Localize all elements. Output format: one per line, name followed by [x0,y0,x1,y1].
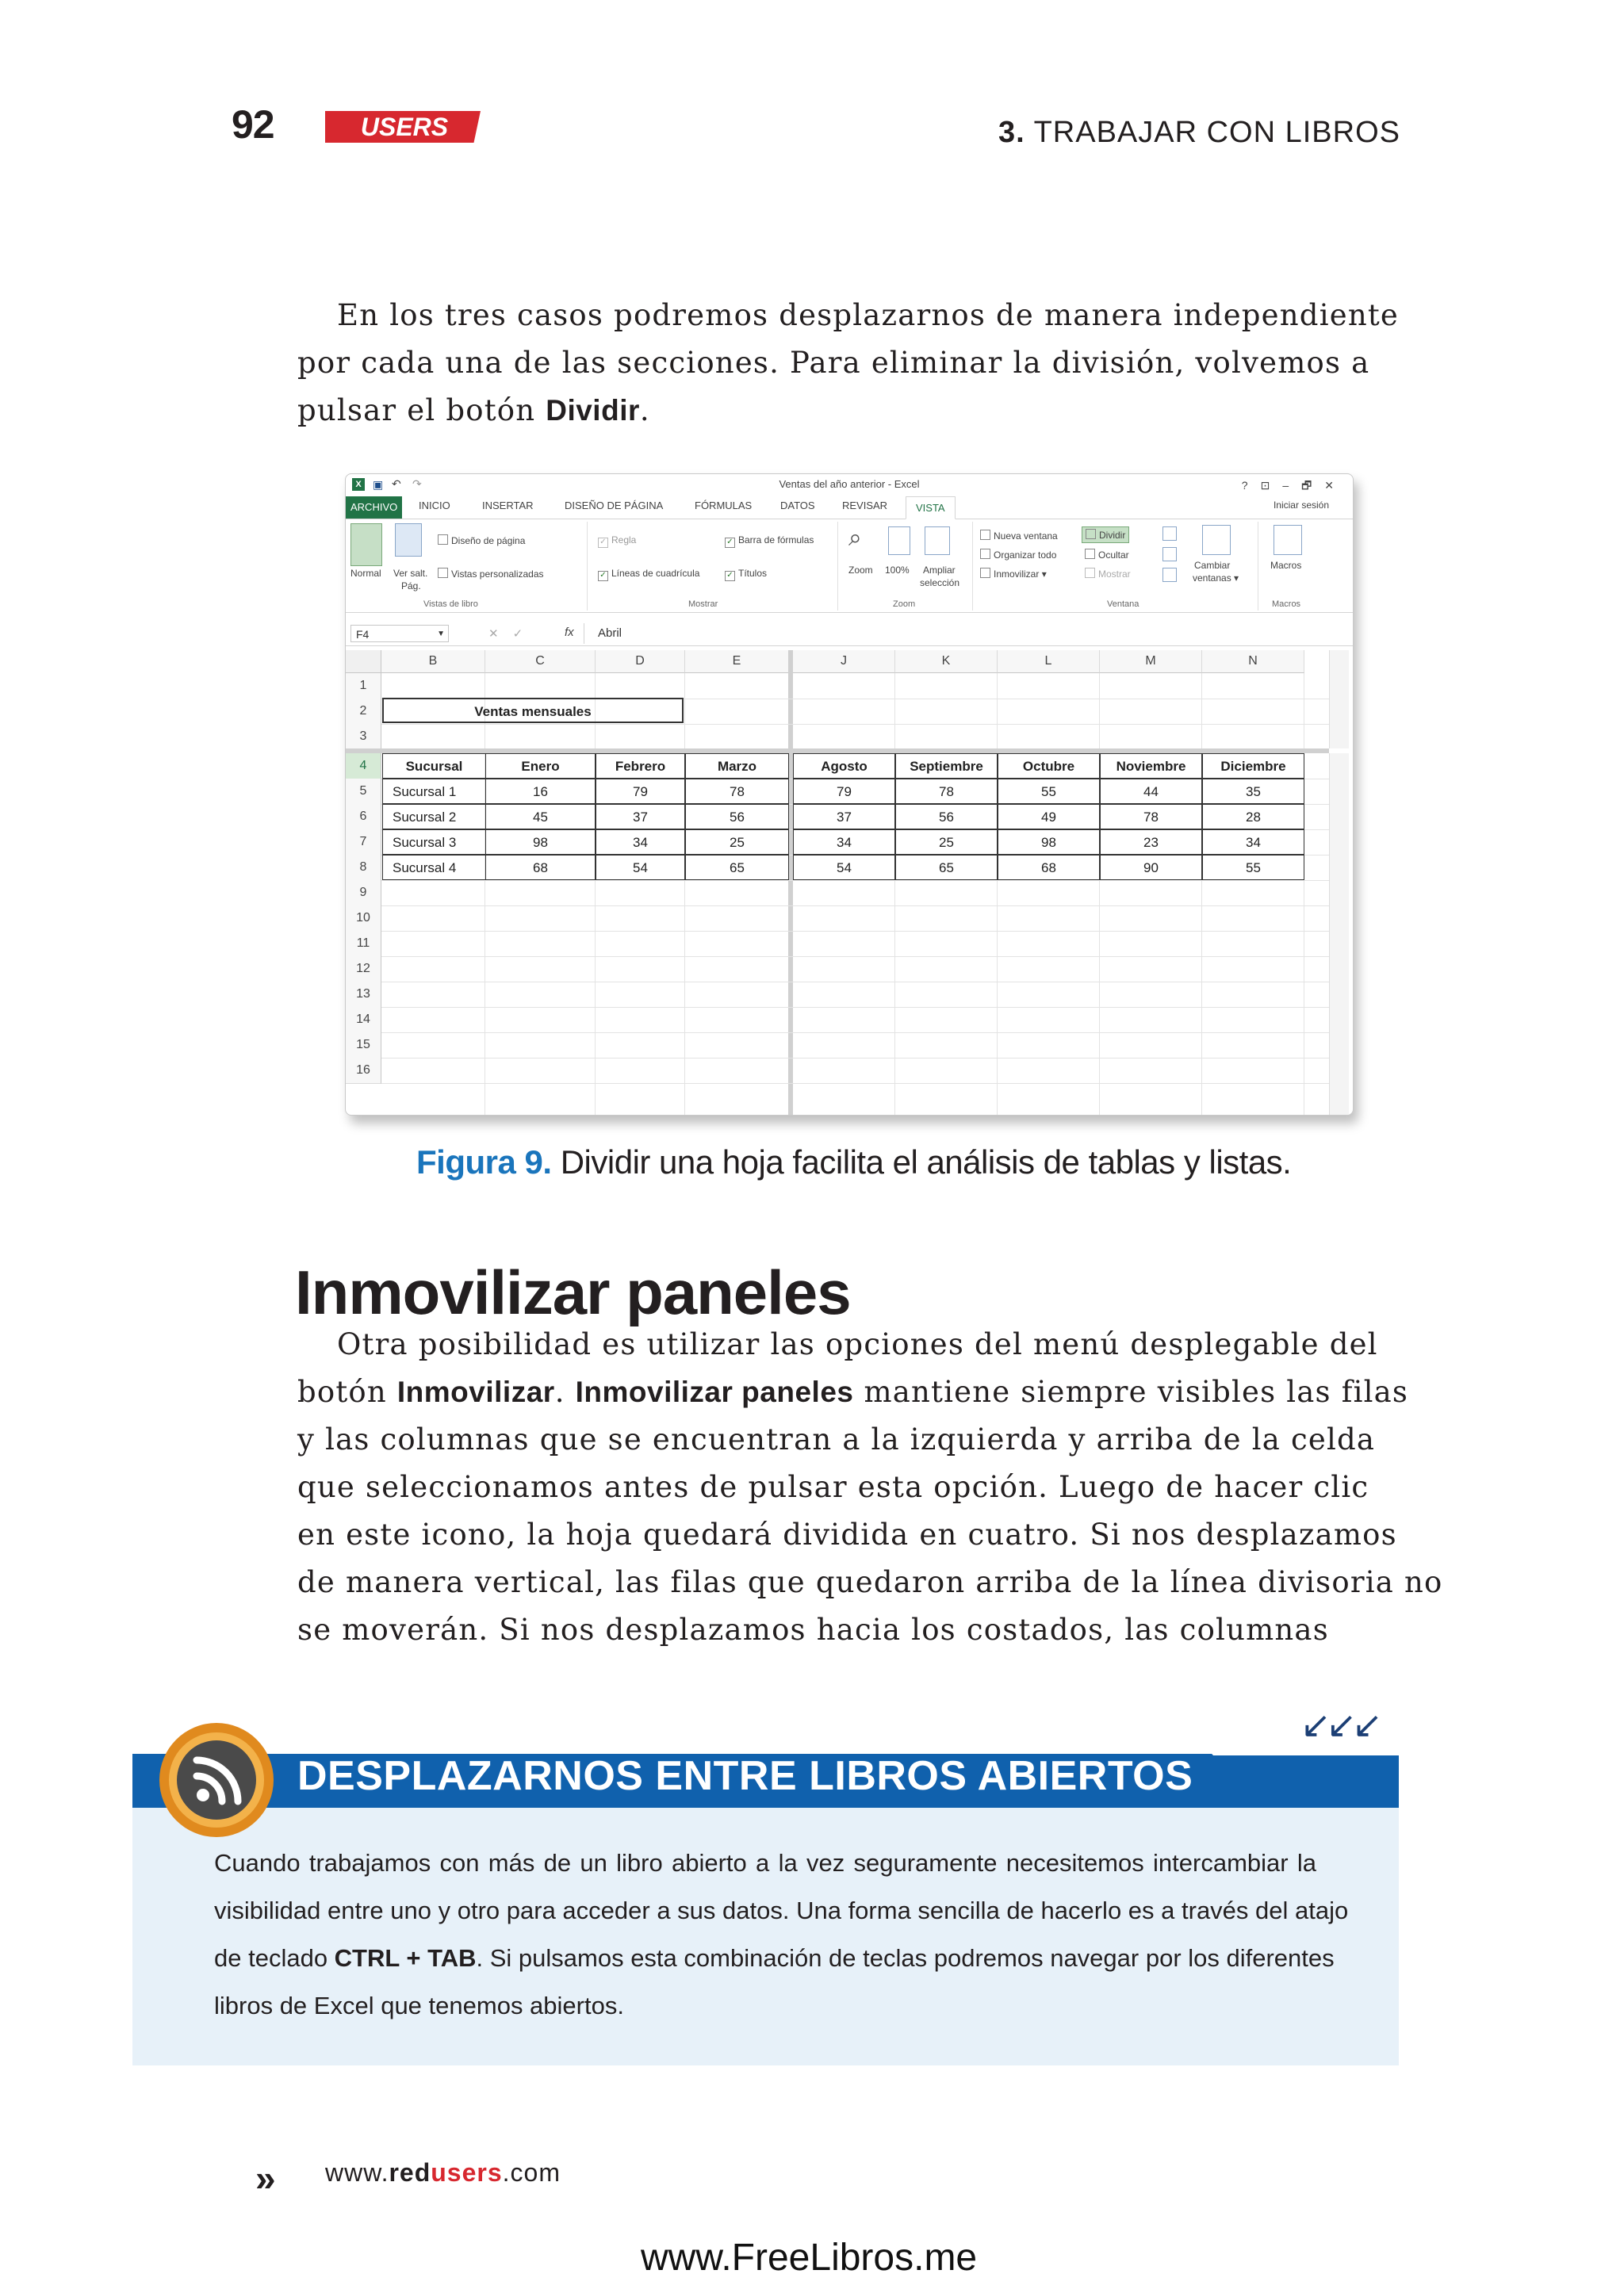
table-cell[interactable]: 34 [596,829,685,855]
excel-screenshot [345,473,1354,1116]
table-cell[interactable]: 55 [1202,855,1304,880]
page-number: 92 [232,102,274,147]
table-cell[interactable]: 98 [485,829,596,855]
pag-label[interactable]: Pág. [401,580,421,591]
text-fragment: mantiene siempre visibles las filas [853,1375,1409,1409]
formula-bar-checkbox[interactable] [725,534,814,548]
split-label: Dividir [1099,530,1126,541]
split-icon [1086,529,1096,539]
zoom-100-label[interactable]: 100% [885,565,910,576]
custom-views-button[interactable] [438,568,544,580]
gridline [595,673,596,1115]
chevron-down-icon: ▼ [437,630,445,638]
table-cell[interactable]: 56 [895,804,998,829]
unhide-icon [1085,568,1095,578]
redo-icon[interactable]: ↷ [412,477,422,490]
row-header[interactable]: 8 [346,855,381,881]
page-break-view-icon[interactable] [395,523,422,557]
tip-box-text [214,1839,1349,2030]
gridline [381,1083,1329,1084]
text-fragment: . [639,393,650,427]
text-line: en este icono, la hoja quedará dividida en cuatro. Si nos desplazamos [297,1518,1397,1552]
bold-term: Dividir [546,394,640,427]
gridline [381,905,1329,906]
page-layout-button[interactable] [438,534,525,546]
text-fragment: . [554,1375,576,1409]
custom-views-icon [438,568,448,578]
check-icon: ✓ [598,538,608,548]
sync-scroll-icon[interactable] [1162,547,1177,561]
fx-icon[interactable]: fx [565,626,574,639]
ribbon-tabs [346,496,1353,519]
formula-input[interactable]: Abril [598,626,622,640]
ventanas-label[interactable]: ventanas ▾ [1193,572,1239,584]
figure-label: Figura 9. [416,1143,552,1181]
table-header-cell[interactable]: Febrero [596,753,685,779]
group-zoom-label: Zoom [893,599,916,609]
table-cell[interactable]: 37 [596,804,685,829]
table-cell[interactable]: 65 [685,855,789,880]
freeze-panes-label: Inmovilizar [994,568,1040,580]
window-title: Ventas del año anterior - Excel [779,478,920,490]
row-header[interactable]: 10 [346,905,381,932]
table-cell[interactable]: 65 [895,855,998,880]
hide-button[interactable] [1085,549,1129,561]
row-header[interactable]: 15 [346,1032,381,1058]
headings-label: Títulos [738,568,768,579]
table-cell[interactable]: 49 [998,804,1100,829]
intro-paragraph [297,292,1408,434]
table-cell[interactable]: Sucursal 4 [382,855,486,880]
new-window-icon [980,530,990,540]
name-box[interactable] [350,625,449,642]
text-line: Otra posibilidad es utilizar las opciones del menú desplegable del [337,1327,1378,1361]
table-header-cell[interactable]: Octubre [998,753,1100,779]
formula-buttons [488,626,537,641]
ver-salt-label[interactable]: Ver salt. [393,568,428,579]
table-cell[interactable]: 25 [895,829,998,855]
custom-views-label: Vistas personalizadas [451,568,544,580]
users-logo [325,111,481,143]
url-part: red [389,2158,431,2187]
figure-caption-text: Dividir una hoja facilita el análisis de tablas y listas. [551,1143,1292,1181]
column-header[interactable]: C [485,650,596,673]
row-header[interactable]: 9 [346,880,381,906]
bold-term: Inmovilizar [396,1376,555,1408]
group-vistas-label: Vistas de libro [423,599,478,609]
gridline [381,956,1329,957]
help-icon[interactable]: ? [1241,479,1261,492]
page-layout-icon [438,534,448,545]
chapter-heading [998,116,1400,150]
row-header[interactable]: 3 [346,724,381,750]
arrows-icon: ↙↙↙ [1300,1704,1378,1745]
enter-icon[interactable]: ✓ [512,627,538,641]
text-line: visibilidad entre uno y otro para acceder a sus datos. Una forma sencilla de hacerlo es a través del atajo [214,1897,1349,1924]
tab-archivo[interactable]: ARCHIVO [346,496,402,519]
row-header[interactable]: 1 [346,673,381,699]
ribbon-display-icon[interactable]: ⊡ [1260,479,1283,492]
column-header[interactable]: E [685,650,789,673]
unhide-button[interactable] [1085,568,1131,580]
table-cell[interactable]: 44 [1100,779,1202,804]
url-part: .com [502,2158,561,2187]
table-header-cell[interactable]: Marzo [685,753,789,779]
table-header-cell[interactable]: Diciembre [1202,753,1304,779]
tip-box-title: DESPLAZARNOS ENTRE LIBROS ABIERTOS [297,1753,1193,1799]
group-mostrar-label: Mostrar [688,599,718,609]
table-cell[interactable]: 79 [596,779,685,804]
unhide-label: Mostrar [1098,568,1131,580]
gridline [381,880,1329,881]
vertical-split-bar[interactable] [788,650,793,1115]
watermark: www.FreeLibros.me [641,2237,978,2279]
gridline [1201,673,1202,1115]
ruler-checkbox[interactable] [598,534,636,548]
check-icon: ✓ [725,571,735,581]
column-header[interactable]: B [381,650,485,673]
text-line: y las columnas que se encuentran a la izquierda y arriba de la celda [297,1422,1376,1457]
gridline [1099,673,1100,1115]
check-icon: ✓ [725,538,735,548]
seleccion-label[interactable]: selección [920,577,960,588]
table-cell[interactable]: 68 [998,855,1100,880]
double-arrow-icon: » [255,2157,270,2199]
text-line: libros de Excel que tenemos abiertos. [214,1992,624,2019]
table-cell[interactable]: 78 [685,779,789,804]
window-controls[interactable] [1242,477,1346,496]
tab-datos[interactable]: DATOS [780,500,815,511]
gridline [381,1007,1329,1008]
ribbon-vista [346,519,1353,613]
table-cell[interactable]: 35 [1202,779,1304,804]
table-cell[interactable]: 45 [485,804,596,829]
text-line [297,387,1408,434]
cancel-icon[interactable]: ✕ [488,627,513,641]
gridline [894,673,895,1115]
top-scrollbar[interactable] [1329,650,1349,748]
table-cell[interactable]: 78 [1100,804,1202,829]
ruler-label: Regla [611,534,637,545]
row-header[interactable]: 14 [346,1007,381,1033]
text-line: Cuando trabajamos con más de un libro abierto a la vez seguramente necesitemos intercambiar la [214,1849,1316,1877]
zoom-100-icon[interactable] [888,526,910,555]
url-part: www. [325,2158,389,2187]
text-fragment: pulsar el botón [297,393,546,427]
ventanas-text: ventanas [1193,572,1231,584]
ribbon-divider [587,522,588,611]
text-fragment: de teclado [214,1944,335,1972]
zoom-label[interactable]: Zoom [848,565,873,576]
table-cell[interactable]: 54 [596,855,685,880]
row-header[interactable]: 7 [346,829,381,856]
tab-insertar[interactable]: INSERTAR [482,500,534,511]
text-line: En los tres casos podremos desplazarnos de manera independiente [337,298,1400,332]
row-header[interactable]: 13 [346,982,381,1008]
table-cell[interactable]: 34 [793,829,895,855]
table-cell[interactable]: Sucursal 2 [382,804,486,829]
new-window-label: Nueva ventana [994,530,1058,542]
minimize-icon[interactable]: – [1282,479,1302,492]
text-line [214,1935,1335,1982]
gridlines-label: Líneas de cuadrícula [611,568,700,579]
split-button[interactable] [1082,526,1129,543]
table-title-cell[interactable]: Ventas mensuales [382,698,684,723]
svg-text:USERS: USERS [360,113,449,141]
ribbon-divider [837,522,838,611]
section-title: Inmovilizar paneles [295,1258,851,1327]
table-cell[interactable]: Sucursal 3 [382,829,486,855]
sign-in-link[interactable]: Iniciar sesión [1273,500,1329,511]
formula-bar [346,622,1353,646]
arrange-all-button[interactable] [980,549,1056,561]
table-cell[interactable]: 79 [793,779,895,804]
table-cell[interactable]: 98 [998,829,1100,855]
tab-formulas[interactable]: FÓRMULAS [695,500,753,511]
table-cell[interactable]: 90 [1100,855,1202,880]
page-layout-label: Diseño de página [451,535,526,546]
column-header[interactable]: K [895,650,998,673]
shortcut-text: CTRL + TAB [334,1944,477,1972]
row-header[interactable]: 6 [346,804,381,830]
formula-bar-label: Barra de fórmulas [738,534,814,545]
text-fragment: . Si pulsamos esta combinación de teclas podremos navegar por los diferentes [476,1944,1335,1972]
table-cell[interactable]: 54 [793,855,895,880]
table-cell[interactable]: 78 [895,779,998,804]
switch-windows-icon[interactable] [1202,525,1231,555]
gridlines-checkbox[interactable] [598,568,699,581]
row-header[interactable]: 5 [346,779,381,805]
gridline [381,931,1329,932]
text-line [297,1369,1408,1416]
table-cell[interactable]: 25 [685,829,789,855]
group-ventana-label: Ventana [1107,599,1139,609]
gridline [684,673,685,1115]
close-icon[interactable]: ✕ [1324,479,1346,492]
normal-view-icon[interactable] [350,523,382,566]
headings-checkbox[interactable] [725,568,767,581]
table-cell[interactable]: 28 [1202,804,1304,829]
url-part: users [431,2158,503,2187]
chapter-title: TRABAJAR CON LIBROS [1033,116,1400,149]
macros-icon[interactable] [1274,525,1302,555]
table-header-cell[interactable]: Agosto [793,753,895,779]
text-line: de manera vertical, las filas que quedaron arriba de la línea divisoria no [297,1565,1443,1599]
row-header[interactable]: 11 [346,931,381,957]
excel-icon: X [352,478,365,491]
name-box-value: F4 [356,628,370,641]
text-fragment: botón [297,1375,397,1409]
ribbon-divider [972,522,973,611]
ampliar-label[interactable]: Ampliar [923,565,956,576]
arrange-all-label: Organizar todo [994,549,1057,561]
row-header[interactable]: 12 [346,956,381,982]
worksheet-grid [346,650,1353,1115]
zoom-selection-icon[interactable] [925,526,950,555]
table-cell[interactable]: 68 [485,855,596,880]
tab-vista[interactable]: VISTA [906,496,956,519]
cambiar-label[interactable]: Cambiar [1194,560,1231,571]
check-icon: ✓ [598,571,608,581]
column-header[interactable]: L [998,650,1100,673]
restore-icon[interactable]: 🗗 [1301,479,1325,492]
table-header-cell[interactable]: Enero [485,753,596,779]
tab-inicio[interactable]: INICIO [419,500,450,511]
gridline [997,673,998,1115]
chapter-number: 3. [998,116,1025,149]
table-header-cell[interactable]: Septiembre [895,753,998,779]
table-cell[interactable]: 56 [685,804,789,829]
freeze-panes-button[interactable]: Inmovilizar ▾ [980,568,1047,580]
table-cell[interactable]: 55 [998,779,1100,804]
section-paragraph [297,1321,1443,1654]
table-cell[interactable]: 16 [485,779,596,804]
column-header[interactable]: D [596,650,685,673]
group-macros-label: Macros [1272,599,1301,609]
tab-revisar[interactable]: REVISAR [842,500,888,511]
new-window-button[interactable] [980,530,1058,542]
bottom-scrollbar[interactable] [1329,753,1349,1115]
bold-term: Inmovilizar paneles [575,1376,854,1408]
hide-icon [1085,549,1095,559]
table-header-cell[interactable]: Sucursal [382,753,486,779]
row-header[interactable]: 4 [346,753,381,779]
row-header[interactable]: 16 [346,1058,381,1084]
view-side-by-side-icon[interactable] [1162,526,1177,541]
select-all-corner[interactable] [346,650,381,673]
table-cell[interactable]: Sucursal 1 [382,779,486,804]
normal-view-label[interactable]: Normal [350,568,381,579]
save-icon[interactable]: ▣ [373,478,384,491]
text-line: que seleccionamos antes de pulsar esta opción. Luego de hacer clic [297,1470,1369,1504]
table-header-cell[interactable]: Noviembre [1100,753,1202,779]
hide-label: Ocultar [1098,549,1129,561]
gridline [381,1032,1329,1033]
footer-url[interactable] [325,2158,561,2188]
reset-position-icon[interactable] [1162,568,1177,582]
zoom-icon[interactable]: ⌕ [848,525,862,551]
row-header[interactable]: 2 [346,699,381,725]
text-line: se moverán. Si nos desplazamos hacia los costados, las columnas [297,1613,1329,1647]
column-header[interactable]: N [1202,650,1304,673]
column-header[interactable]: M [1100,650,1202,673]
column-header[interactable]: J [793,650,895,673]
table-cell[interactable]: 34 [1202,829,1304,855]
freeze-panes-icon [980,568,990,578]
tab-diseno-pagina[interactable]: DISEÑO DE PÁGINA [565,500,664,511]
table-cell[interactable]: 23 [1100,829,1202,855]
arrange-all-icon [980,549,990,559]
text-line: por cada una de las secciones. Para eliminar la división, volvemos a [297,346,1370,380]
macros-label[interactable]: Macros [1270,560,1302,571]
table-cell[interactable]: 37 [793,804,895,829]
rss-icon [157,1721,276,1839]
undo-icon[interactable]: ↶ [392,477,401,490]
figure-caption [416,1143,1291,1181]
